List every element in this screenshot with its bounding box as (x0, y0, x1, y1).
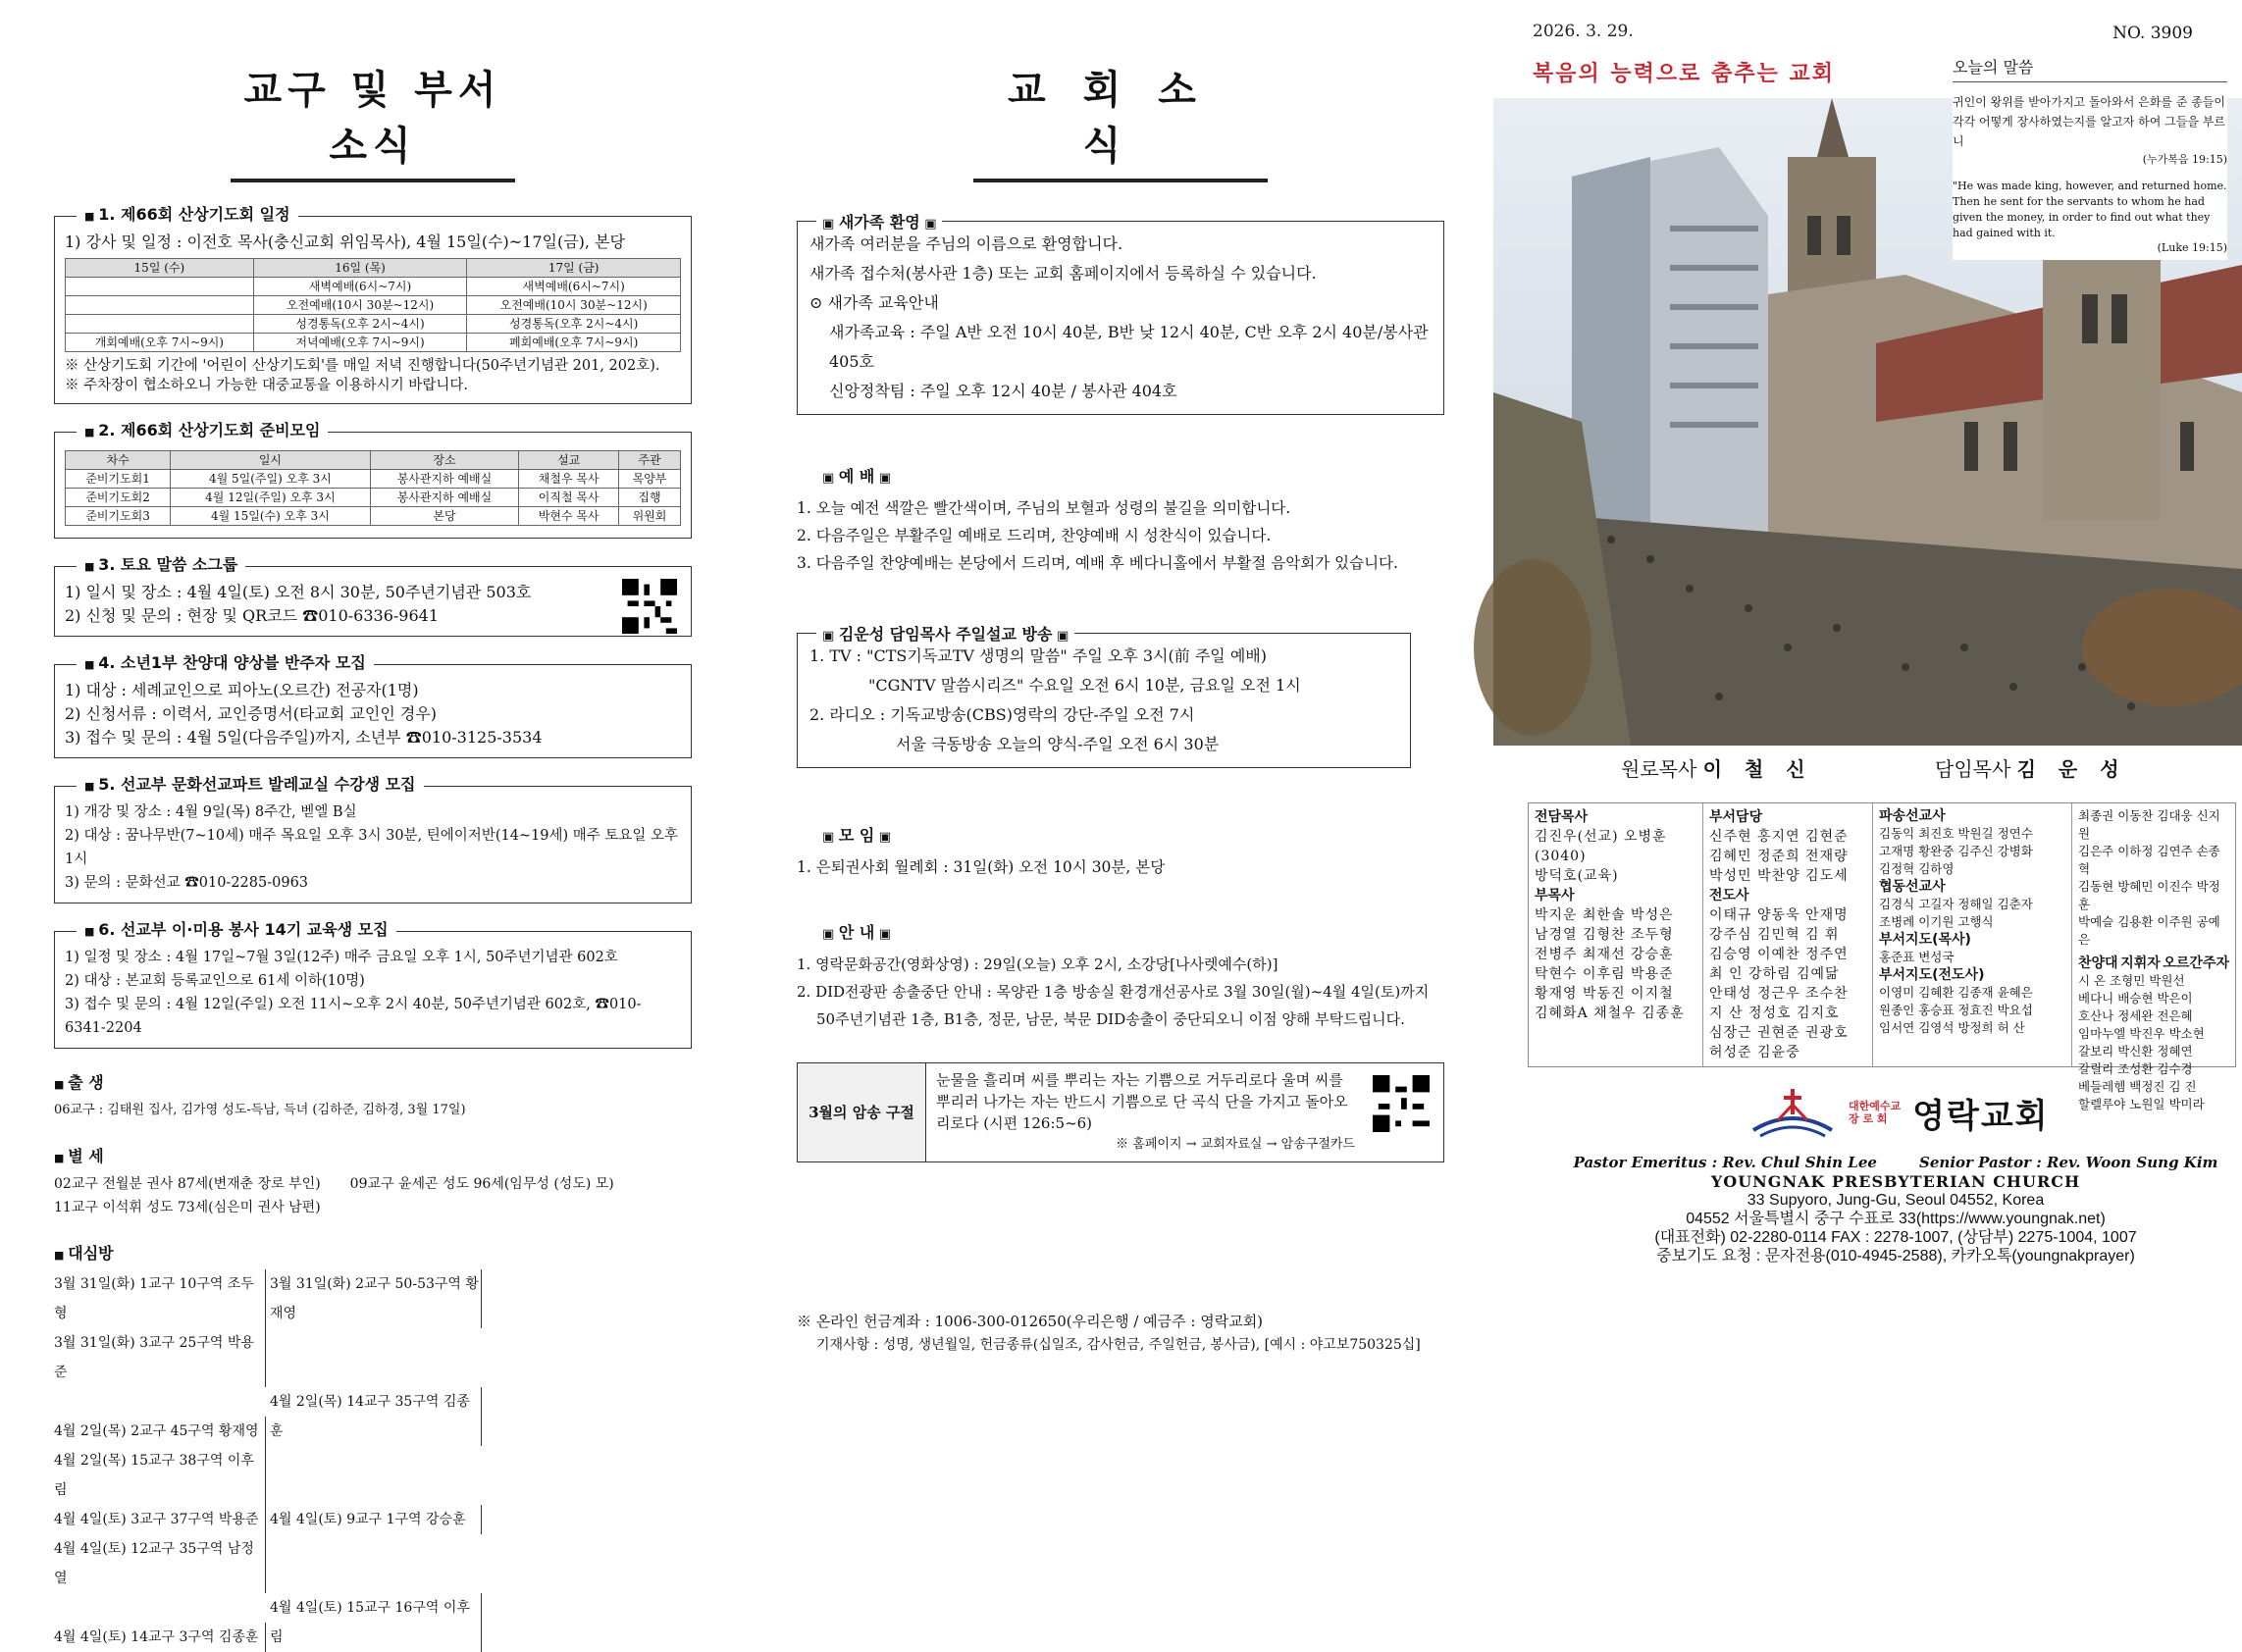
death-heading: ■ 별 세 (54, 1144, 692, 1166)
memory-label: 3월의 암송 구절 (798, 1063, 926, 1162)
section-beauty: ■ 6. 선교부 이·미용 봉사 14기 교육생 모집 1) 일정 및 장소 : 4월 17일~7월 3일(12주) 매주 금요일 오후 1시, 50주년기념관 602호 2) 대상 : 본교회 등록교인으로 61세 이하(10명) 3) 접수 및 문의 : 4월 12일(주일) 오전 11시~오후 2시 40분, 50주년기념관 602호, ☎010-6341-2204 (54, 931, 692, 1049)
section-saturday-group: ■ 3. 토요 말씀 소그룹 1) 일시 및 장소 : 4월 4일(토) 오전 8시 30분, 50주년기념관 503호 2) 신청 및 문의 : 현장 및 QR코드 ☎010-6336-9641 (54, 566, 692, 637)
birth-heading: ■ 출 생 (54, 1070, 692, 1093)
notice-section: ▣ 안 내 ▣ 1. 영락문화공간(영화상영) : 29일(오늘) 오후 2시, 소강당[나사렛예수(하)] 2. DID전광판 송출중단 안내 : 목양관 1층 방송실 환경개선공사로 3월 30일(월)~4월 4일(토)까지 50주년기념관 1층, B1층, 정문, 남문, 북문 DID송출이 중단되오니 이점 양해 부탁드립니다. (797, 920, 1444, 1033)
church-news-title: 교회소식 (973, 57, 1268, 182)
word-english: "He was made king, however, and returned home. Then he sent for the servants to whom he had given the money, in order to find out what they had gained with it. (1953, 180, 2227, 239)
birth-text: 06교구 : 김태원 집사, 김가영 성도-득남, 득녀 (김하준, 김하경, 3월 17일) (54, 1103, 466, 1117)
church-name: 영락교회 (1912, 1096, 2050, 1136)
section-accompanist: ■ 4. 소년1부 찬양대 양상블 반주자 모집 1) 대상 : 세례교인으로 피아노(오르간) 전공자(1명) 2) 신청서류 : 이력서, 교인증명서(타교회 교인인 경우) 3) 접수 및 문의 : 4월 5일(다음주일)까지, 소년부 ☎010-3125-3534 (54, 664, 692, 758)
death-row: 02교구 전월분 권사 87세(변재춘 장로 부인) 09교구 윤세곤 성도 96세(임무성 (성도) 모) (54, 1176, 614, 1192)
memory-text: 눈물을 흘리며 씨를 뿌리는 자는 기쁨으로 거두리로다 울며 씨를 뿌리러 나가는 자는 반드시 기쁨으로 단 곡식 단을 가지고 돌아오리로다 (시편 126:5~6) (936, 1071, 1348, 1132)
offering-info: ※ 온라인 헌금계좌 : 1006-300-012650(우리은행 / 예금주 : 영락교회) 기재사항 : 성명, 생년월일, 헌금종류(십일조, 감사헌금, 주일헌금, 봉사금), [예시 : 야고보750325십] (797, 1313, 1421, 1353)
visit-heading: ■ 대심방 (54, 1241, 692, 1264)
section-prayer-schedule (54, 205, 692, 404)
section-title: ▣ 새가족 환영 ▣ (816, 210, 942, 232)
staff-directory: 전담목사 김진우(선교) 오병훈(3040) 방덕호(교육) 부목사 박지운 최한솔 박성은 남경열 김형찬 조두형 전병주 최재선 강승훈 탁현수 이후림 박용준 황재영 박동진 이지철 김혜화A 채철우 김종훈 부서담당 신주현 홍지연 김현준 김혜민 정준희 전재량 박성민 박찬양 김도세 전도사 이태규 양동욱 안재명 강주심 김민혁 김 휘 김승영 이예찬 정주연 최 인 강하림 김예닮 안태성 정근우 조수찬 지 산 정성호 김지호 심장근 권현준 권광호 허성준 김윤중 파송선교사 김동익 최진호 박원길 정연수 고재명 황완중 김주신 강병화 김정혁 김하영 협동선교사 김경식 고길자 정해일 김춘자 조병례 이기원 고행식 부서지도(목사) 홍준표 변성국 부서지도(전도사) 이영미 김혜환 김종재 윤혜은 원종인 홍승표 정효진 박요섭 임서연 김영석 방정희 허 산 최종권 이동찬 김대웅 신지원 김은주 이하정 김연주 손종혁 김동현 방혜민 이진수 박정훈 박예슬 김용환 이주원 공예은 찬양대 지휘자 오르간주자 시 온 조형민 박원선 베다니 배승현 박은이 호산나 정세완 전은혜 임마누엘 박진우 박소현 갈보리 박신환 정혜연 갈릴리 조성환 김수경 베들레헴 백정진 김 진 할렐루야 노원일 박미라 (1528, 802, 2236, 1067)
church-contact: Pastor Emeritus : Rev. Chul Shin Lee Senior Pastor : Rev. Woon Sung Kim YOUNGNAK PRESBYTERIAN CHURCH 33 Supyoro, Jung-Gu, Seoul 04552, Korea 04552 서울특별시 중구 수표로 33(https://www.youngnak.net) (대표전화) 02-2280-0114 FAX : 2278-1007, (상담부) 2275-1004, 1007 중보기도 요청 : 문자전용(010-4945-2588), 카카오톡(youngnakprayer) (1573, 1154, 2218, 1265)
word-english-ref: (Luke 19:15) (2157, 241, 2227, 254)
memory-path: ※ 홈페이지 → 교회자료실 → 암송구절카드 (1116, 1137, 1355, 1152)
section-title: ▣ 안 내 ▣ (816, 920, 897, 943)
word-korean-ref: (누가복음 19:15) (2142, 153, 2227, 166)
section-title: ▣ 예 배 ▣ (816, 464, 897, 487)
word-title: 오늘의 말씀 (1953, 55, 2227, 82)
issue-date: 2026. 3. 29. (1533, 22, 1634, 41)
cover-page: 2026. 3. 29. NO. 3909 복음의 능력으로 춤추는 교회 오늘의 말씀 귀인이 왕위를 받아가지고 돌아와서 은화를 준 종들이 각각 어떻게 장사하였는지를 알고자 하여 그들을 부르니 (누가복음 19:15) "He was made king, however, and returned home. Then he sent for the servants to whom he had given the money, in order to find out what they had gained with it. (Luke 19:15) 원로목사 이 철 신 담임목사 김 운 성 전담목사 김진우(선교) 오병훈(3040) 방덕호(교육) 부목사 박지운 최한솔 박성은 남경열 김형찬 조두형 전병주 최재선 강승훈 탁현수 이후림 박용준 황재영 박동진 이지철 김혜화A 채철우 김종훈 부서담당 신주현 홍지연 김현준 김혜민 정준희 전재량 박성민 박찬양 김도세 전도사 이태규 양동욱 안재명 강주심 김민혁 김 휘 김승영 이예찬 정주연 최 인 강하림 김예닮 안태성 정근우 조수찬 지 산 정성호 김지호 심장근 권현준 권광호 허성준 김윤중 파송선교사 김동익 최진호 박원길 정연수 고재명 황완중 김주신 강병화 김정혁 김하영 협동선교사 김경식 고길자 정해일 김춘자 조병례 이기원 고행식 부서지도(목사) 홍준표 변성국 부서지도(전도사) 이영미 김혜환 김종재 윤혜은 원종인 홍승표 정효진 박요섭 임서연 김영석 방정희 허 산 최종권 이동찬 김대웅 신지원 김은주 이하정 김연주 손종혁 김동현 방혜민 이진수 박정훈 박예슬 김용환 이주원 공예은 찬양대 지휘자 오르간주자 시 온 조형민 박원선 베다니 배승현 박은이 호산나 정세완 전은혜 임마누엘 박진우 박소현 갈보리 박신환 정혜연 갈릴리 조성환 김수경 베들레헴 백정진 김 진 할렐루야 노원일 박미라 대한예수교 장 로 회 영락교회 Pastor Emeritus : Rev. Chul Shin Lee Senior Pastor : Rev. Woon Sung Kim YOUNGNAK PRESBYTERIAN CHURCH 33 Supyoro, Jung-Gu, Seoul 04552, Korea 04552 서울특별시 중구 수표로 33(https://www.youngnak.net) (대표전화) 02-2280-0114 FAX : 2278-1007, (상담부) 2275-1004, 1007 중보기도 요청 : 문자전용(010-4945-2588), 카카오톡(youngnakprayer) (1493, 0, 2242, 1320)
section-title: ■ 5. 선교부 문화선교파트 발레교실 수강생 모집 (77, 773, 424, 799)
death-text: 11교구 이석휘 성도 73세(심은미 권사 남편) (54, 1200, 321, 1215)
section-title: ■ 1. 제66회 산상기도회 일정 (77, 203, 298, 229)
note: ※ 주차장이 협소하오니 가능한 대중교통을 이용하시기 바랍니다. (65, 378, 468, 393)
note: ※ 산상기도회 기간에 '어린이 산상기도회'를 매일 저녁 진행합니다(50주년기념관 201, 202호). (65, 358, 660, 374)
church-logo: 대한예수교 장 로 회 영락교회 (1748, 1087, 2050, 1138)
qr-code-icon[interactable] (622, 579, 677, 634)
broadcast-section: ▣ 김운성 담임목사 주일설교 방송 ▣ 1. TV : "CTS기독교TV 생명의 말씀" 주일 오후 3시(前 주일 예배) "CGNTV 말씀시리즈" 수요일 오전 6시 10분, 금요일 오전 1시 2. 라디오 : 기독교방송(CBS)영락의 강단-주일 오전 7시 서울 극동방송 오늘의 양식-주일 오전 6시 30분 (797, 622, 1444, 768)
section-title: ■ 4. 소년1부 찬양대 양상블 반주자 모집 (77, 651, 374, 677)
church-slogan: 복음의 능력으로 춤추는 교회 (1533, 62, 1836, 86)
memory-verse-box (797, 1062, 1444, 1162)
schedule-line: 1) 강사 및 일정 : 이전호 목사(충신교회 위임목사), 4월 15일(수)~17일(금), 본당 (65, 232, 626, 251)
prayer-schedule-table: 15일 (수) 16일 (목) 17일 (금) 새벽예배(6시~7시) 새벽예배(6시~7시) 오전예배(10시 30분~12시) 오전예배(10시 30분~12시) 성경통독(오후 2시~4시) 성경통독(오후 2시~4시) 개회예배(오후 7시~9시) 저녁예배(오후 7시~9시) 폐회예배(오후 7시~9시) (65, 258, 681, 352)
visit-list: 3월 31일(화) 1교구 10구역 조두형3월 31일(화) 2교구 50-53구역 황재영3월 31일(화) 3교구 25구역 박용준 4월 2일(목) 2교구 45구역 황재영4월 2일(목) 14교구 35구역 김종훈4월 2일(목) 15교구 38구역 이후림 4월 4일(토) 3교구 37구역 박용준 4월 4일(토) 9교구 1구역 강승훈4월 4일(토) 12교구 35구역 남정열 4월 4일(토) 14교구 3구역 김종훈4월 4일(토) 15교구 16구역 이후림 (54, 1269, 692, 1652)
qr-code-icon[interactable] (1373, 1075, 1430, 1132)
prep-meeting-table: 차수 일시 장소 설교 주관 준비기도회1 4월 5일(주일) 오후 3시 봉사관지하 예배실 채철우 목사 목양부 준비기도회2 4월 12일(주일) 오후 3시 봉사관지하 예배실 이직철 목사 집행 준비기도회3 4월 15일(수) 오후 3시 본당 박현수 목사 위원회 (65, 450, 681, 526)
parish-news-column (54, 0, 692, 1652)
section-title: ■ 3. 토요 말씀 소그룹 (77, 553, 245, 579)
church-emblem-icon (1748, 1087, 1837, 1138)
section-prayer-prep (54, 421, 692, 539)
issue-number: NO. 3909 (2112, 24, 2193, 43)
section-title: ■ 6. 선교부 이·미용 봉사 14기 교육생 모집 (77, 918, 396, 944)
todays-word (1953, 55, 2227, 260)
section-title: ▣ 김운성 담임목사 주일설교 방송 ▣ (816, 622, 1074, 645)
parish-news-title: 교구 및 부서소식 (231, 57, 515, 182)
section-title: ▣ 모 임 ▣ (816, 823, 897, 846)
worship-section: ▣ 예 배 ▣ 1. 오늘 예전 색깔은 빨간색이며, 주님의 보혈과 성령의 불길을 의미합니다. 2. 다음주일은 부활주일 예배로 드리며, 찬양예배 시 성찬식이 있습니다. 3. 다음주일 찬양예배는 본당에서 드리며, 예배 후 베다니홀에서 부활절 음악회가 있습니다. (797, 464, 1444, 577)
section-ballet: ■ 5. 선교부 문화선교파트 발레교실 수강생 모집 1) 개강 및 장소 : 4월 9일(목) 8주간, 벧엘 B실 2) 대상 : 꿈나무반(7~10세) 매주 목요일 오후 3시 30분, 틴에이저반(14~19세) 매주 토요일 오후 1시 3) 문의 : 문화선교 ☎010-2285-0963 (54, 786, 692, 903)
section-title: ■ 2. 제66회 산상기도회 준비모임 (77, 419, 328, 444)
word-korean: 귀인이 왕위를 받아가지고 돌아와서 은화를 준 종들이 각각 어떻게 장사하였는지를 알고자 하여 그들을 부르니 (1953, 95, 2225, 148)
new-family-section: ▣ 새가족 환영 ▣ 새가족 여러분을 주님의 이름으로 환영합니다. 새가족 접수처(봉사관 1층) 또는 교회 홈페이지에서 등록하실 수 있습니다. ⊙ 새가족 교육안내 새가족교육 : 주일 A반 오전 10시 40분, B반 낮 12시 40분, C반 오후 2시 40분/봉사관 405호 신앙정착팀 : 주일 오후 12시 40분 / 봉사관 404호 (797, 210, 1444, 415)
meeting-section: ▣ 모 임 ▣ 1. 은퇴권사회 월례회 : 31일(화) 오전 10시 30분, 본당 (797, 823, 1444, 881)
church-news-column (797, 0, 1444, 1357)
